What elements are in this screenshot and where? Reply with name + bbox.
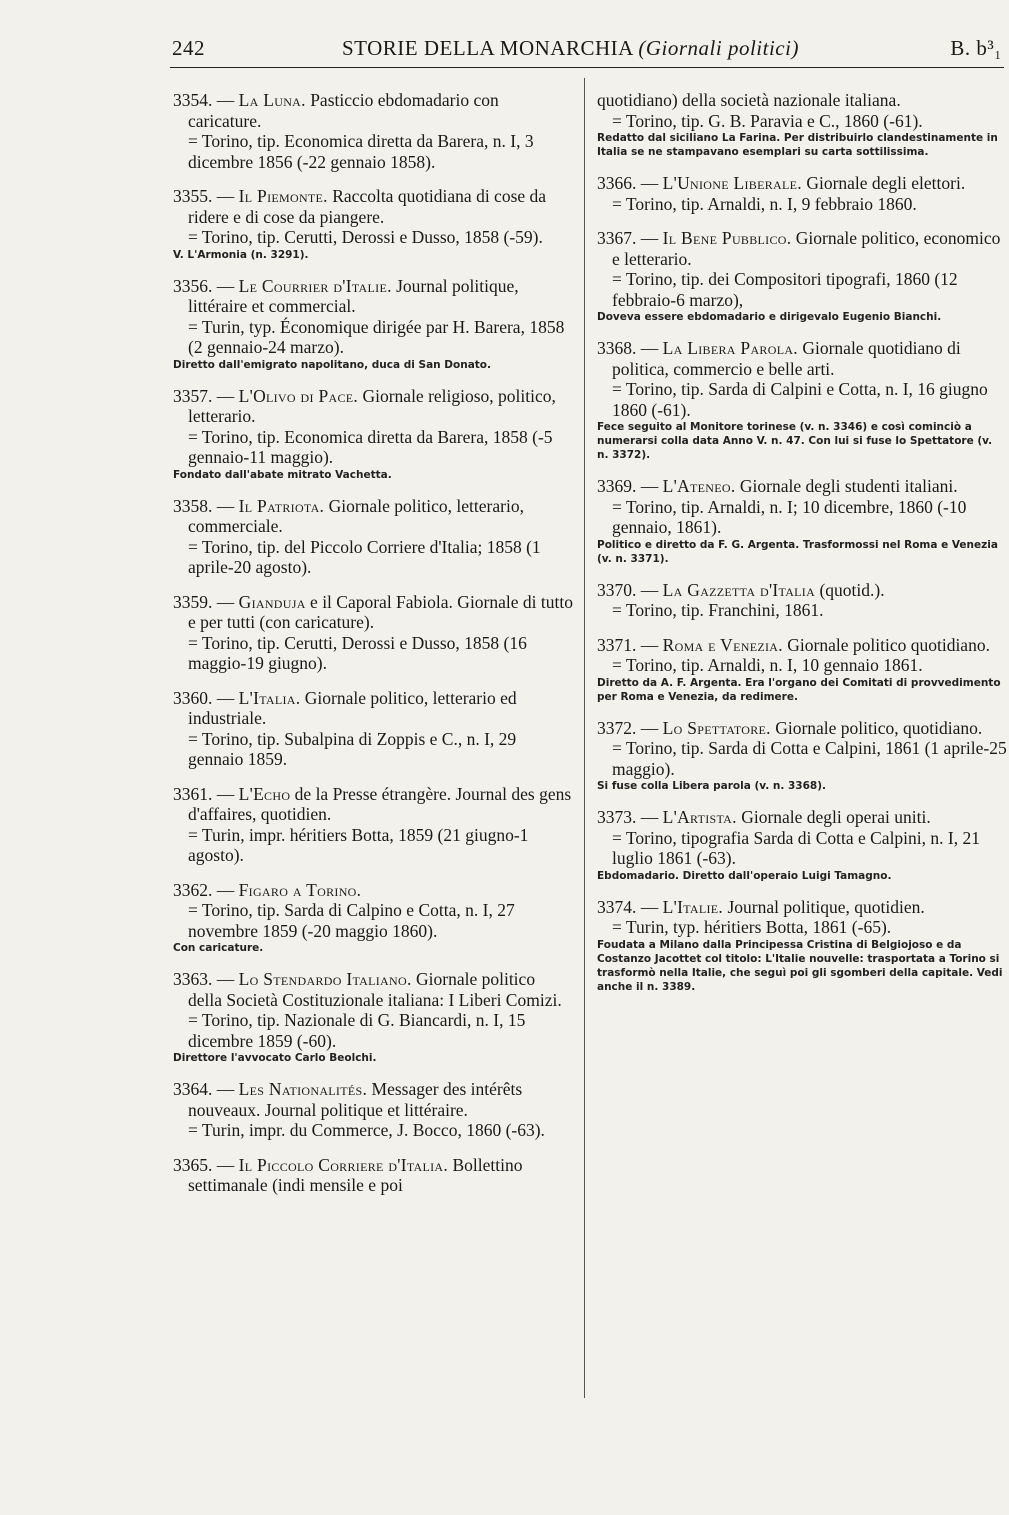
entry-publication: = Torino, tip. Arnaldi, n. I, 9 febbraio 1860.	[612, 193, 917, 214]
entry-text: 3362. — Figaro a Torino.	[173, 879, 362, 900]
catalog-entry	[173, 90, 573, 172]
entry-title: La Libera Parola.	[662, 338, 798, 358]
entry-title: La Luna.	[238, 90, 306, 110]
entry-description: Giornale degli elettori.	[806, 173, 966, 193]
entry-description: Raccolta quotidiana di cose da ridere e di cose da piangere.	[188, 186, 547, 227]
entry-note: Direttore l'avvocato Carlo Beolchi.	[173, 1052, 377, 1064]
entry-description: Giornale politico quotidiano.	[787, 634, 990, 655]
entry-publication: = Torino, tip. del Piccolo Corriere d'Italia; 1858 (1 aprile-20 agosto).	[188, 536, 541, 577]
catalog-entry	[173, 688, 573, 770]
entry-text: 3368. — La Libera Parola. Giornale quotidiano di politica, commercio e belle arti.	[597, 338, 961, 379]
catalog-entry	[597, 635, 1007, 704]
entry-number: 3355.	[173, 186, 213, 206]
entry-publication: = Torino, tip. Arnaldi, n. I, 10 gennaio 1861.	[612, 655, 923, 675]
entry-title: L'Ateneo.	[662, 476, 736, 496]
entry-note: Fondato dall'abate mitrato Vachetta.	[173, 468, 392, 481]
entry-publication: = Turin, impr. du Commerce, J. Bocco, 1860 (-63).	[188, 1120, 545, 1140]
entry-description: (quotid.).	[819, 579, 885, 600]
entry-description: Giornale politico, economico e letterario.	[612, 228, 1001, 269]
entry-number: 3365.	[173, 1154, 213, 1175]
column-divider	[584, 78, 585, 1398]
entry-number: 3357.	[173, 385, 213, 406]
entry-text: 3372. — Lo Spettatore. Giornale politico, quotidiano.	[597, 717, 983, 738]
catalog-entry	[173, 1079, 573, 1141]
entry-publication: = Turin, typ. Économique dirigée par H. Barera, 1858 (2 gennaio-24 marzo).	[188, 316, 565, 357]
entry-text: 3366. — L'Unione Liberale. Giornale degli elettori.	[597, 173, 966, 193]
entry-text: 3364. — Les Nationalités. Messager des intérêts nouveaux. Journal politique et littéraire.	[173, 1079, 523, 1120]
entry-text: 3369. — L'Ateneo. Giornale degli studenti italiani.	[597, 476, 958, 496]
entry-description: Giornale degli operai uniti.	[741, 807, 931, 827]
catalog-entry	[173, 1155, 573, 1196]
catalog-entry	[597, 897, 1007, 994]
entry-text: 3363. — Lo Stendardo Italiano. Giornale politico della Società Costituzionale italiana: I Liberi Comizi.	[173, 969, 562, 1010]
entry-text: 3374. — L'Italie. Journal politique, quotidien.	[597, 896, 925, 917]
catalog-entry	[597, 228, 1007, 324]
catalog-entry	[173, 276, 573, 372]
entry-title: Roma e Venezia.	[662, 634, 783, 655]
entry-publication: = Torino, tip. G. B. Paravia e C., 1860 (-61).	[612, 110, 923, 131]
entry-number: 3369.	[597, 476, 637, 496]
entry-number: 3368.	[597, 338, 637, 358]
entry-title: L'Italie.	[662, 896, 724, 917]
entry-note: Foudata a Milano dalla Principessa Cristina di Belgiojoso e da Costanzo Jacottet col titolo: L'Italie nouvelle: trasportata a Torino si trasformò nella Italie, che seguì poi gli sgomberi della capitale. Vedi anche il n. 3389.	[597, 938, 1003, 993]
entry-text: 3371. — Roma e Venezia. Giornale politico quotidiano.	[597, 634, 990, 655]
entry-title: Il Piccolo Corriere d'Italia.	[238, 1154, 449, 1175]
entry-publication: = Torino, tip. Cerutti, Derossi e Dusso, 1858 (16 maggio-19 giugno).	[188, 632, 527, 673]
entry-publication: = Torino, tip. Economica diretta da Barera, 1858 (-5 gennaio-11 maggio).	[188, 426, 553, 467]
entry-number: 3356.	[173, 275, 213, 296]
right-column	[597, 90, 1007, 1008]
entry-description: Bollettino settimanale (indi mensile e poi	[188, 1154, 523, 1195]
catalog-entry	[597, 173, 1007, 214]
entry-publication: = Torino, tip. Cerutti, Derossi e Dusso, 1858 (-59).	[188, 227, 543, 247]
catalog-entry	[597, 90, 1007, 159]
entry-publication: = Torino, tip. Sarda di Calpini e Cotta, n. I, 16 giugno 1860 (-61).	[612, 379, 988, 420]
entry-title: L'Unione Liberale.	[662, 173, 802, 193]
catalog-entry	[173, 880, 573, 956]
entry-title: L'Olivo di Pace.	[238, 385, 359, 406]
entry-description: Giornale religioso, politico, letterario.	[188, 385, 556, 426]
entry-publication: = Torino, tip. Arnaldi, n. I; 10 dicembre, 1860 (-10 gennaio, 1861).	[612, 496, 967, 537]
entry-publication: = Torino, tipografia Sarda di Cotta e Calpini, n. I, 21 luglio 1861 (-63).	[612, 827, 980, 868]
entry-note: Si fuse colla Libera parola (v. n. 3368).	[597, 780, 827, 792]
entry-number: 3358.	[173, 495, 213, 516]
entry-number: 3362.	[173, 879, 213, 900]
entry-title: Les Nationalités.	[238, 1079, 368, 1099]
entry-title: L'Echo	[238, 783, 291, 804]
entry-title: Le Courrier d'Italie.	[238, 275, 392, 296]
entry-description: Giornale degli studenti italiani.	[739, 476, 958, 496]
catalog-entry	[597, 807, 1007, 883]
entry-number: 3359.	[173, 591, 213, 612]
entry-publication: = Torino, tip. dei Compositori tipografi, 1860 (12 febbraio-6 marzo),	[612, 269, 958, 310]
entry-title: Figaro a Torino.	[238, 879, 362, 900]
header-rule	[170, 67, 1004, 68]
entry-description: Giornale quotidiano di politica, commercio e belle arti.	[612, 338, 961, 379]
entry-title: Lo Spettatore.	[662, 717, 771, 738]
title-text: STORIE DELLA MONARCHIA	[342, 36, 633, 60]
entry-title: L'Artista.	[662, 807, 737, 827]
entry-note: Diretto da A. F. Argenta. Era l'organo dei Comitati di provvedimento per Roma e Venezia, da redimere.	[597, 676, 1001, 703]
page-number: 242	[172, 36, 205, 60]
entry-number: 3371.	[597, 634, 637, 655]
entry-publication: = Torino, tip. Subalpina di Zoppis e C., n. I, 29 gennaio 1859.	[188, 728, 517, 769]
entry-note: Con caricature.	[173, 942, 264, 954]
entry-text: 3361. — L'Echo de la Presse étrangère. Journal des gens d'affaires, quotidien.	[173, 783, 572, 824]
entry-description: Giornale politico, letterario, commerciale.	[188, 495, 524, 536]
running-title	[342, 36, 799, 61]
entry-text: 3365. — Il Piccolo Corriere d'Italia. Bollettino settimanale (indi mensile e poi	[173, 1154, 523, 1195]
entry-text: 3357. — L'Olivo di Pace. Giornale religioso, politico, letterario.	[173, 385, 556, 426]
entry-publication: = Turin, typ. héritiers Botta, 1861 (-65).	[612, 917, 892, 937]
page-header	[172, 36, 1002, 66]
entry-text: 3370. — La Gazzetta d'Italia (quotid.).	[597, 579, 885, 600]
entry-description: Journal politique, quotidien.	[727, 896, 925, 917]
catalog-entry	[173, 496, 573, 578]
entry-description: Messager des intérêts nouveaux. Journal politique et littéraire.	[188, 1079, 523, 1120]
entry-number: 3372.	[597, 717, 637, 738]
entry-description: quotidiano) della società nazionale italiana.	[597, 90, 901, 110]
entry-text: 3367. — Il Bene Pubblico. Giornale politico, economico e letterario.	[597, 228, 1001, 269]
entry-number: 3373.	[597, 807, 637, 827]
entry-note: Politico e diretto da F. G. Argenta. Trasformossi nel Roma e Venezia (v. n. 3371).	[597, 538, 998, 565]
left-column	[173, 90, 573, 1210]
entry-number: 3374.	[597, 896, 637, 917]
entry-description: Giornale politico della Società Costituzionale italiana: I Liberi Comizi.	[188, 969, 562, 1010]
entry-publication: = Torino, tip. Economica diretta da Barera, n. I, 3 dicembre 1856 (-22 gennaio 1858).	[188, 131, 534, 172]
entry-number: 3364.	[173, 1079, 213, 1099]
catalog-entry	[173, 969, 573, 1065]
entry-publication: = Torino, tip. Sarda di Calpino e Cotta, n. I, 27 novembre 1859 (-20 maggio 1860).	[188, 900, 515, 941]
entry-title: La Gazzetta d'Italia	[662, 579, 816, 600]
catalog-entry	[173, 386, 573, 482]
entry-note: Redatto dal siciliano La Farina. Per distribuirlo clandestinamente in Italia se ne stampavano esemplari su carta sottilissima.	[597, 132, 998, 158]
catalog-entry	[173, 592, 573, 674]
title-subtitle: (Giornali politici)	[638, 36, 799, 60]
entry-title: Gianduja	[238, 591, 306, 612]
entry-number: 3367.	[597, 228, 637, 248]
entry-title: Lo Stendardo Italiano.	[238, 969, 412, 989]
entry-note: Ebdomadario. Diretto dall'operaio Luigi Tamagno.	[597, 869, 892, 882]
entry-note: V. L'Armonia (n. 3291).	[173, 248, 309, 261]
entry-text: 3355. — Il Piemonte. Raccolta quotidiana di cose da ridere e di cose da piangere.	[173, 186, 547, 227]
entry-title: Il Bene Pubblico.	[662, 228, 792, 248]
entry-text: 3359. — Gianduja e il Caporal Fabiola. Giornale di tutto e per tutti (con caricature).	[173, 591, 573, 632]
signature-mark: B. b³₁	[950, 36, 1002, 60]
entry-title: Il Piemonte.	[238, 186, 328, 206]
entry-number: 3366.	[597, 173, 637, 193]
entry-publication: = Torino, tip. Franchini, 1861.	[612, 600, 824, 620]
entry-publication: = Turin, impr. héritiers Botta, 1859 (21 giugno-1 agosto).	[188, 824, 529, 865]
entry-number: 3363.	[173, 969, 213, 989]
entry-description: Giornale politico, quotidiano.	[775, 717, 983, 738]
entry-number: 3361.	[173, 783, 213, 804]
entry-number: 3354.	[173, 90, 213, 110]
entry-text	[597, 90, 1007, 111]
entry-text: 3358. — Il Patriota. Giornale politico, letterario, commerciale.	[173, 495, 524, 536]
entry-note: Fece seguito al Monitore torinese (v. n. 3346) e così cominciò a numerarsi colla data Anno V. n. 47. Con lui si fuse lo Spettatore (v. n. 3372).	[597, 421, 993, 461]
catalog-entry	[597, 718, 1007, 794]
catalog-entry	[597, 580, 1007, 621]
entry-text: 3360. — L'Italia. Giornale politico, letterario ed industriale.	[173, 687, 517, 728]
entry-publication: = Torino, tip. Nazionale di G. Biancardi, n. I, 15 dicembre 1859 (-60).	[188, 1010, 526, 1051]
catalog-entry	[597, 338, 1007, 462]
catalog-entry	[173, 784, 573, 866]
entry-description: e il Caporal Fabiola. Giornale di tutto e per tutti (con caricature).	[188, 591, 573, 632]
entry-description: de la Presse étrangère. Journal des gens d'affaires, quotidien.	[188, 783, 572, 824]
entry-number: 3360.	[173, 687, 213, 708]
entry-publication: = Torino, tip. Sarda di Cotta e Calpini, 1861 (1 aprile-25 maggio).	[612, 738, 1007, 779]
entry-text: 3354. — La Luna. Pasticcio ebdomadario con caricature.	[173, 90, 499, 131]
catalog-entry	[173, 186, 573, 262]
catalog-entry	[597, 476, 1007, 566]
entry-text: 3373. — L'Artista. Giornale degli operai uniti.	[597, 807, 931, 827]
entry-description: Giornale politico, letterario ed industriale.	[188, 687, 517, 728]
entry-number: 3370.	[597, 579, 637, 600]
entry-title: Il Patriota.	[238, 495, 325, 516]
entry-note: Doveva essere ebdomadario e dirigevalo Eugenio Bianchi.	[597, 311, 942, 323]
entry-description: Pasticcio ebdomadario con caricature.	[188, 90, 499, 131]
entry-description: Journal politique, littéraire et commercial.	[188, 275, 519, 316]
entry-note: Diretto dall'emigrato napolitano, duca di San Donato.	[173, 358, 492, 371]
entry-text: 3356. — Le Courrier d'Italie. Journal politique, littéraire et commercial.	[173, 275, 519, 316]
entry-title: L'Italia.	[238, 687, 301, 708]
